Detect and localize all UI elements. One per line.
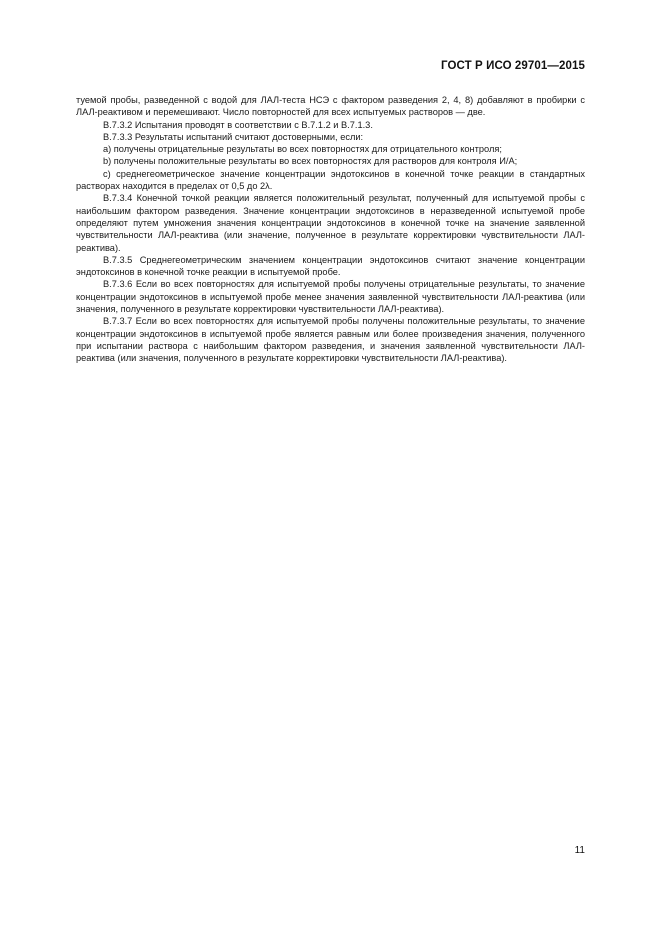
paragraph-b-7-3-7: В.7.3.7 Если во всех повторностях для испытуемой пробы получены положительные результаты, то значение концентрации эндотоксинов в испытуемой пробе является равным или более произведения значения, полученного при испытании раствора с наибольшим фактором разведения, и значения заявленной чувствительности ЛАЛ-реактива (или значения, полученного в результате корректировки чувствительности ЛАЛ-реактива). [76,316,585,364]
paragraph-b-7-3-2: В.7.3.2 Испытания проводят в соответствии с В.7.1.2 и В.7.1.3. [103,119,373,130]
paragraph-continuation: туемой пробы, разведенной с водой для ЛАЛ-теста НСЭ с фактором разведения 2, 4, 8) добавляют в пробирки с ЛАЛ-реактивом и перемешивают. Число повторностей для всех испытуемых растворов — две. [76,95,585,118]
body-text [76,94,585,365]
paragraph-b-7-3-3: В.7.3.3 Результаты испытаний считают достоверными, если: [103,131,364,142]
list-item-a: а) получены отрицательные результаты во всех повторностях для отрицательного контроля; [103,144,502,155]
paragraph-b-7-3-5: В.7.3.5 Среднегеометрическим значением концентрации эндотоксинов считают значение концентрации эндотоксинов в конечной точке реакции в испытуемой пробе. [76,254,585,278]
page-number: 11 [574,845,585,856]
paragraph-b-7-3-4: В.7.3.4 Конечной точкой реакции является положительный результат, полученный для испытуемой пробы с наибольшим фактором разведения. Значение концентрации эндотоксинов в неразведенной испытуемой пробе определяют путем умножения значения концентрации эндотоксинов в конечной точке на значение заявленной чувствительности ЛАЛ-реактива (или значение, полученное в результате корректировки чувствительности ЛАЛ-реактива). [76,193,585,253]
paragraph-b-7-3-6: В.7.3.6 Если во всех повторностях для испытуемой пробы получены отрицательные результаты, то значение концентрации эндотоксинов в испытуемой пробе менее значения заявленной чувствительности ЛАЛ-реактива (или значения, полученного в результате корректировки чувствительности ЛАЛ-реактива). [76,279,585,315]
list-item-b: b) получены положительные результаты во всех повторностях для растворов для контроля И/А; [103,156,518,167]
standard-header: ГОСТ Р ИСО 29701—2015 [440,60,585,72]
list-item-c: с) среднегеометрическое значение концентрации эндотоксинов в конечной точке реакции в стандартных растворах находится в пределах от 0,5 до 2λ. [76,168,585,192]
